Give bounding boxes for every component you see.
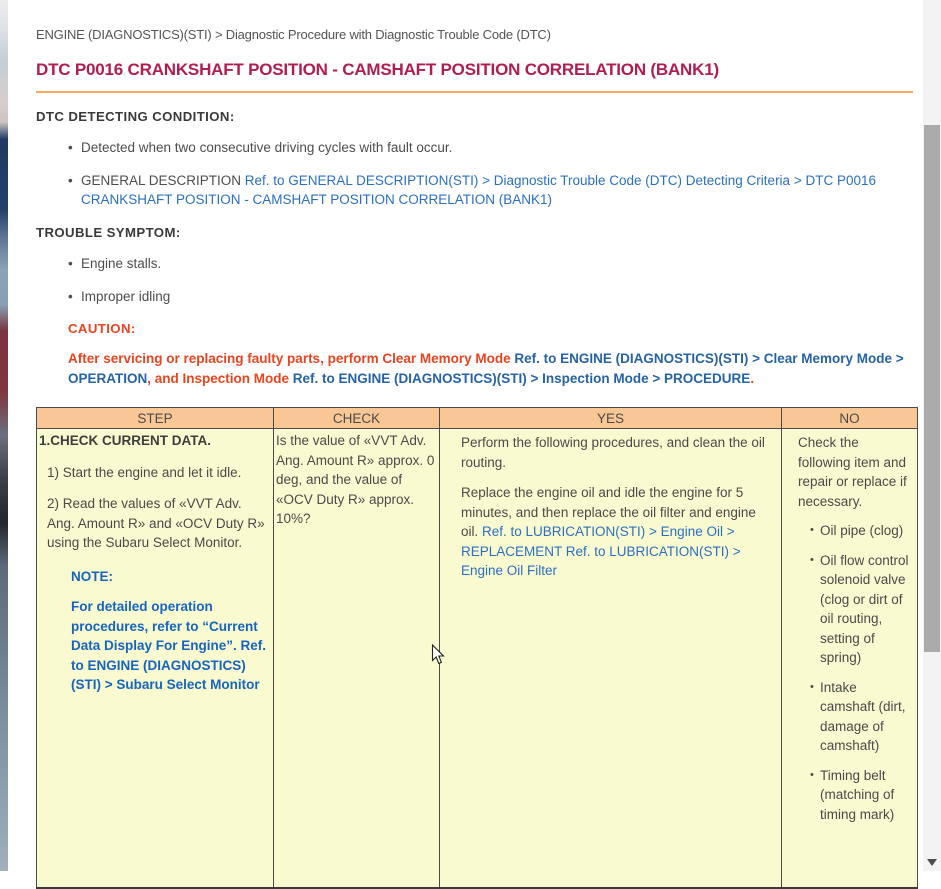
column-header-yes: YES <box>440 408 782 429</box>
table-row <box>37 429 918 889</box>
page-title: DTC P0016 CRANKSHAFT POSITION - CAMSHAFT POSITION CORRELATION (BANK1) <box>36 60 719 79</box>
clear-memory-mode-link[interactable]: Ref. to ENGINE (DIAGNOSTICS)(STI) > Clear Memory Mode > OPERATION <box>68 351 904 386</box>
trouble-symptom-list <box>36 254 913 306</box>
list-item <box>68 287 913 306</box>
caution-label: CAUTION: <box>68 321 136 336</box>
no-item-text: Intake camshaft (dirt, damage of camshaft) <box>820 679 906 753</box>
list-item <box>810 551 911 668</box>
list-item <box>810 521 911 541</box>
diagnostic-procedure-table <box>36 407 918 889</box>
no-checklist <box>798 521 911 824</box>
column-header-check: CHECK <box>274 408 440 429</box>
column-header-no: NO <box>782 408 918 429</box>
lubrication-link[interactable]: Ref. to LUBRICATION(STI) > Engine Oil > REPLACEMENT Ref. to LUBRICATION(STI) > Engine Oil Filter <box>461 524 741 578</box>
note-label: NOTE: <box>71 568 113 584</box>
check-cell <box>274 429 440 889</box>
detecting-condition-list <box>36 138 913 209</box>
caution-text-segment: , and Inspection Mode <box>147 370 293 386</box>
column-header-step: STEP <box>37 408 274 429</box>
detecting-bullet1-text: Detected when two consecutive driving cycles with fault occur. <box>81 140 453 155</box>
yes-cell <box>440 429 782 889</box>
step-item-2: 2) Read the values of «VVT Adv. Ang. Amount R» and «OCV Duty R» using the Subaru Select Monitor. <box>47 496 265 550</box>
document-panel <box>8 0 923 889</box>
trouble-bullet2-text: Improper idling <box>81 289 171 304</box>
detecting-bullet2-prefix: GENERAL DESCRIPTION <box>81 173 245 188</box>
no-cell <box>782 429 918 889</box>
trouble-bullet1-text: Engine stalls. <box>81 256 162 271</box>
general-description-link[interactable]: Ref. to GENERAL DESCRIPTION(STI) > Diagnostic Trouble Code (DTC) Detecting Criteria > DTC P0016 CRANKSHAFT POSITION - CAMSHAFT POSITION CORRELATION (BANK1) <box>81 173 876 207</box>
step-cell <box>37 429 274 889</box>
no-item-text: Timing belt (matching of timing mark) <box>820 767 895 822</box>
background-image-sliver <box>0 0 8 871</box>
yes-paragraph-2 <box>461 483 765 581</box>
vertical-scrollbar[interactable] <box>923 0 941 871</box>
list-item <box>810 678 911 756</box>
breadcrumb: ENGINE (DIAGNOSTICS)(STI) > Diagnostic Procedure with Diagnostic Trouble Code (DTC) <box>36 27 551 42</box>
check-question: Is the value of «VVT Adv. Ang. Amount R» approx. 0 deg, and the value of «OCV Duty R» approx. 10%? <box>276 433 435 526</box>
inspection-mode-link[interactable]: Ref. to ENGINE (DIAGNOSTICS)(STI) > Inspection Mode > PROCEDURE <box>292 370 751 386</box>
list-item <box>810 766 911 825</box>
table-header-row <box>37 408 918 429</box>
no-intro: Check the following item and repair or replace if necessary. <box>798 435 907 509</box>
scrollbar-thumb[interactable] <box>924 125 940 652</box>
section-heading-dtc-detecting-condition: DTC DETECTING CONDITION: <box>36 109 235 124</box>
note-block <box>71 567 269 695</box>
no-item-text: Oil flow control solenoid valve (clog or dirt of oil routing, setting of spring) <box>820 552 909 665</box>
list-item <box>68 171 913 209</box>
no-item-text: Oil pipe (clog) <box>820 523 904 538</box>
title-divider <box>36 91 913 93</box>
list-item <box>68 138 913 157</box>
scroll-down-arrow-icon[interactable] <box>927 859 937 866</box>
step-item-1: 1) Start the engine and let it idle. <box>47 464 242 480</box>
step-title: 1.CHECK CURRENT DATA. <box>39 433 211 448</box>
yes-paragraph-1: Perform the following procedures, and clean the oil routing. <box>461 435 765 470</box>
yes-paragraph-2-text: Replace the engine oil and idle the engine for 5 minutes, and then replace the oil filter and engine oil. <box>461 485 756 539</box>
subaru-select-monitor-link[interactable]: For detailed operation procedures, refer to “Current Data Display For Engine”. Ref. to ENGINE (DIAGNOSTICS)(STI) > Subaru Select Monitor <box>71 599 267 692</box>
caution-text-segment: . <box>750 370 755 386</box>
caution-paragraph <box>68 349 913 388</box>
caution-text-segment: After servicing or replacing faulty parts, perform Clear Memory Mode <box>68 351 515 366</box>
section-heading-trouble-symptom: TROUBLE SYMPTOM: <box>36 225 181 240</box>
list-item <box>68 254 913 273</box>
